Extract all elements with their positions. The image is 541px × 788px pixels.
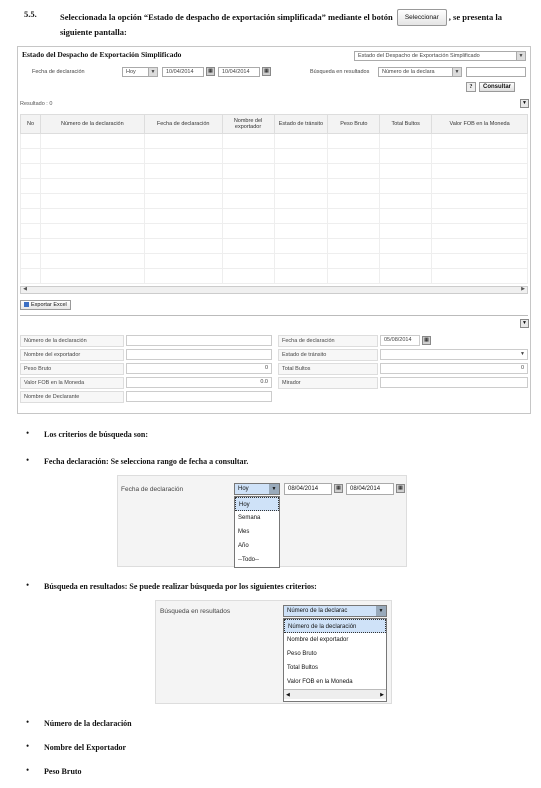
divider (20, 315, 528, 316)
range-options-list (234, 496, 280, 568)
bullet-dot: • (26, 428, 30, 438)
bullet-text: Nombre del Exportador (44, 743, 127, 752)
busqueda-options-list (283, 618, 387, 702)
inset-range-value: Hoy (238, 486, 249, 492)
busqueda-input[interactable] (466, 67, 526, 77)
detail-select[interactable] (380, 349, 528, 360)
calendar-icon[interactable]: ▦ (396, 484, 405, 493)
bullet-dot: • (26, 455, 30, 465)
table-row (21, 224, 528, 239)
bullet-text: Peso Bruto (44, 767, 82, 776)
inset-busqueda-select[interactable] (283, 605, 387, 617)
col-peso[interactable]: Peso Bruto (328, 115, 380, 134)
date-from-input[interactable]: 10/04/2014 (162, 67, 204, 77)
detail-label: Número de la declaración (20, 335, 124, 347)
range-select[interactable] (122, 67, 158, 77)
intro-text-after: , se presenta la siguiente pantalla: (60, 12, 502, 37)
chevron-down-icon: ▼ (376, 606, 386, 616)
inset-fecha-label: Fecha de declaración (121, 486, 184, 493)
inset-date-from[interactable]: 08/04/2014 (284, 483, 332, 495)
panel-title: Estado del Despacho de Exportación Simplificado (22, 50, 182, 59)
table-row (21, 149, 528, 164)
scroll-left-icon[interactable]: ◀ (23, 287, 27, 292)
top-select[interactable] (354, 51, 526, 61)
chevron-down-icon: ▼ (452, 68, 461, 76)
calendar-icon[interactable]: ▦ (334, 484, 343, 493)
option-item[interactable]: --Todo-- (238, 557, 260, 563)
detail-value: 0.0 (126, 377, 272, 388)
collapse-icon[interactable]: ▼ (520, 99, 529, 108)
table-row (21, 179, 528, 194)
chevron-down-icon: ▼ (516, 52, 525, 60)
option-item[interactable]: Año (238, 543, 249, 549)
scroll-right-icon[interactable]: ▶ (521, 287, 525, 292)
busqueda-select-value: Número de la declara (382, 69, 435, 75)
resultado-count: Resultado : 0 (20, 101, 53, 107)
inset-date-to[interactable]: 08/04/2014 (346, 483, 394, 495)
chevron-down-icon: ▼ (269, 484, 279, 494)
option-item[interactable]: Total Bultos (287, 665, 319, 671)
col-numero[interactable]: Número de la declaración (40, 115, 144, 134)
table-row (21, 209, 528, 224)
option-item[interactable]: Valor FOB en la Moneda (287, 679, 353, 685)
option-item[interactable]: Nombre del exportador (287, 637, 349, 643)
consultar-button[interactable] (479, 82, 515, 92)
detail-label: Estado de tránsito (278, 349, 378, 361)
help-button[interactable]: ? (466, 82, 476, 92)
section-intro (60, 9, 530, 39)
col-valor[interactable]: Valor FOB en la Moneda (432, 115, 528, 134)
bullet-dot: • (26, 765, 30, 775)
bullet-text: Los criterios de búsqueda son: (44, 430, 149, 439)
estado-despacho-panel (17, 46, 531, 414)
calendar-icon[interactable]: ▦ (206, 67, 215, 76)
table-row (21, 194, 528, 209)
detail-value: 0 (380, 363, 528, 374)
chevron-down-icon: ▼ (148, 68, 157, 76)
col-exportador[interactable]: Nombre del exportador (222, 115, 274, 134)
detail-label: Fecha de declaración (278, 335, 378, 347)
option-item[interactable]: Número de la declaración (284, 619, 386, 633)
inset-busqueda-label: Búsqueda en resultados (160, 608, 231, 615)
bullet-text: Número de la declaración (44, 719, 132, 728)
horizontal-scrollbar[interactable] (20, 286, 528, 294)
detail-label: Valor FOB en la Moneda (20, 377, 124, 389)
scroll-right-icon[interactable]: ▶ (380, 692, 384, 698)
detail-value (126, 335, 272, 346)
chevron-down-icon: ▼ (520, 351, 525, 357)
calendar-icon[interactable]: ▦ (422, 336, 431, 345)
col-no[interactable]: No (21, 115, 41, 134)
scroll-left-icon[interactable]: ◀ (286, 692, 290, 698)
calendar-icon[interactable]: ▦ (262, 67, 271, 76)
bullet-dot: • (26, 717, 30, 727)
col-bultos[interactable]: Total Bultos (380, 115, 432, 134)
export-label: Exportar Excel (31, 302, 67, 308)
table-row (21, 269, 528, 284)
inset-busqueda-value: Número de la declarac (287, 608, 348, 614)
table-header-row (21, 115, 528, 134)
options-scrollbar[interactable] (284, 689, 386, 699)
detail-label: Nombre de Declarante (20, 391, 124, 403)
col-estado[interactable]: Estado de tránsito (274, 115, 328, 134)
collapse-icon[interactable]: ▼ (520, 319, 529, 328)
option-item[interactable]: Hoy (235, 497, 279, 511)
table-row (21, 239, 528, 254)
detail-value: 0 (126, 363, 272, 374)
top-select-value: Estado del Despacho de Exportación Simplificado (358, 53, 480, 59)
table-row (21, 254, 528, 269)
bullet-text: Búsqueda en resultados: Se puede realizar búsqueda por los siguientes criterios: (44, 582, 317, 591)
busqueda-label: Búsqueda en resultados (310, 69, 370, 75)
detail-label: Mirador (278, 377, 378, 389)
option-item[interactable]: Peso Bruto (287, 651, 317, 657)
busqueda-select[interactable] (378, 67, 462, 77)
detail-value (380, 377, 528, 388)
detail-label: Nombre del exportador (20, 349, 124, 361)
fecha-label: Fecha de declaración (32, 69, 85, 75)
detail-value (126, 349, 272, 360)
option-item[interactable]: Semana (238, 515, 261, 521)
section-number: 5.5. (24, 9, 37, 19)
col-fecha[interactable]: Fecha de declaración (144, 115, 222, 134)
detail-value: 05/08/2014 (380, 335, 420, 346)
fecha-dropdown-screenshot (117, 475, 407, 567)
busqueda-dropdown-screenshot (155, 600, 392, 704)
date-to-input[interactable]: 10/04/2014 (218, 67, 260, 77)
seleccionar-button[interactable]: Seleccionar (397, 9, 447, 26)
table-row (21, 164, 528, 179)
bullet-dot: • (26, 580, 30, 590)
range-select-value: Hoy (126, 69, 136, 75)
detail-value (126, 391, 272, 402)
bullet-dot: • (26, 741, 30, 751)
export-excel-button[interactable] (20, 300, 71, 310)
excel-icon (24, 302, 29, 307)
detail-label: Peso Bruto (20, 363, 124, 375)
inset-range-select[interactable] (234, 483, 280, 495)
bullet-text: Fecha declaración: Se selecciona rango de fecha a consultar. (44, 457, 249, 466)
detail-label: Total Bultos (278, 363, 378, 375)
intro-text-before: Seleccionada la opción “Estado de despacho de exportación simplificada” mediante el botón (60, 12, 393, 22)
option-item[interactable]: Mes (238, 529, 250, 535)
consultar-label: Consultar (483, 84, 512, 90)
results-table (20, 114, 528, 284)
table-row (21, 134, 528, 149)
